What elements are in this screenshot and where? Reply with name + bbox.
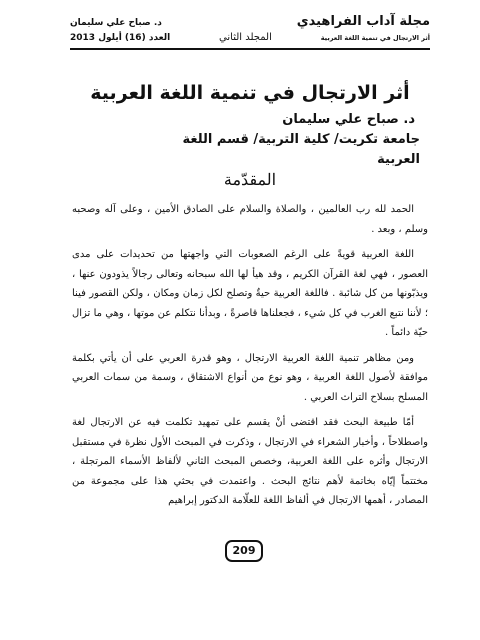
- header-volume: المجلد الثاني: [219, 32, 272, 43]
- paragraph: أمّا طبيعة البحث فقد اقتضى أنْ يقسم على تمهيد تكلمت فيه عن الارتجال لغة واصطلاحاً ، وأخبار الشعراء في الارتجال ، وذكرت في المبحث الأول نظرة في مستقبل الارتجال وأثره على اللغة العربية، وخصص المبحث الثاني لألفاظ الأسماء المرتجلة ، مختتماً إيّاه بخاتمة لأهم نتائج البحث . واعتمدت في بحثي هذا على مجموعة من المصادر ، أهمها الارتجال في ألفاظ اللغة للعلّامة الدكتور إبراهيم: [72, 417, 428, 506]
- header-rule: [70, 48, 430, 50]
- header-paper-title: أثر الارتجال في تنمية اللغة العربية: [320, 34, 430, 42]
- paragraph: ومن مظاهر تنمية اللغة العربية الارتجال ، وهو قدرة العربي على أن يأتي بكلمة موافقة لأصول اللغة العربية ، وهو نوع من أنواع الاشتقاق ، وسمة من سمات العربي المسلح بسلاح التراث العربي .: [72, 352, 428, 403]
- journal-name: مجلة آداب الفراهيدي: [296, 14, 430, 29]
- section-heading: المقدّمة: [223, 170, 277, 189]
- page-number: 209: [225, 540, 263, 562]
- article-body: [72, 200, 428, 517]
- header-issue: العدد (16) أيلول 2013: [70, 33, 171, 43]
- paragraph: اللغة العربية قويةً على الرغم الصعوبات التي واجهتها من تحديدات على مدى العصور ، فهي لغة القرآن الكريم ، وقد هيأ لها الله سبحانه وتعالى رجالاً يذودون عنها ، ويذبّونها من كل شائبة . فاللغة العربية حيةٌ وتصلح لكل زمان ومكان ، ولكن القصور فينا ؛ لأننا نتبع الغرب في كل شيء ، فجعلناها قاصرةً ، وبدأنا نتكلم عن موتها ، وهي ما تزال حيّة دائماً .: [72, 249, 429, 338]
- article-title: أثر الارتجال في تنمية اللغة العربية: [90, 82, 410, 104]
- article-author: د. صباح علي سليمان: [282, 112, 415, 127]
- author-affiliation: جامعة تكريت/ كلية التربية/ قسم اللغة العربية: [182, 132, 420, 167]
- paragraph: الحمد لله رب العالمين ، والصلاة والسلام على الصادق الأمين ، وعلى آله وصحبه وسلم ، وبعد .: [72, 204, 428, 235]
- running-header: [70, 14, 430, 43]
- header-author: د. صباح علي سليمان: [70, 18, 162, 28]
